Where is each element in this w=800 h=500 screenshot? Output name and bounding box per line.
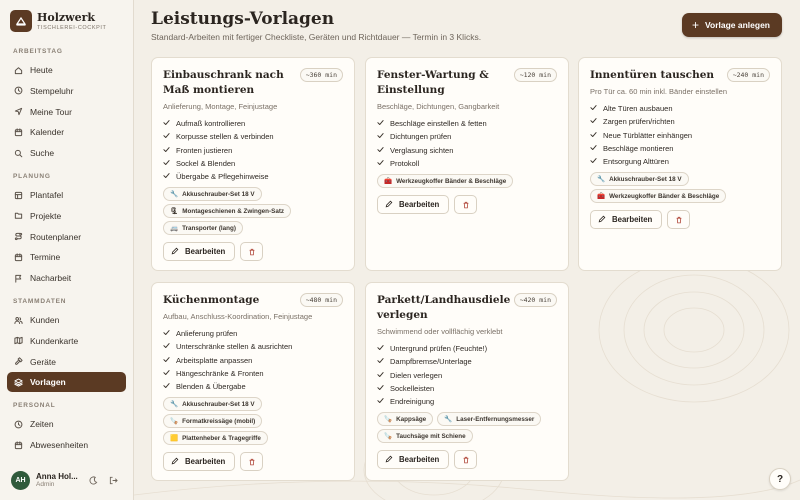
card-actions <box>590 210 770 229</box>
pencil-icon <box>385 455 393 465</box>
duration-badge: ~240 min <box>727 68 770 82</box>
checklist-item <box>377 342 557 355</box>
add-template-label: Vorlage anlegen <box>704 20 770 30</box>
sidebar-item-kalender[interactable] <box>7 122 126 142</box>
checklist-item <box>377 130 557 143</box>
sidebar-item-label: Vorlagen <box>30 377 66 388</box>
sidebar-item-label: Termine <box>30 252 61 263</box>
check-icon <box>377 130 390 143</box>
checklist <box>377 117 557 170</box>
lifter-icon: 🟨 <box>170 435 179 443</box>
check-icon <box>590 102 603 115</box>
tool-chip <box>377 429 473 443</box>
add-template-button[interactable] <box>682 13 782 37</box>
tool-list <box>590 172 770 203</box>
saw-icon: 🪚 <box>384 433 393 441</box>
check-icon <box>163 327 176 340</box>
check-icon <box>163 130 176 143</box>
edit-button[interactable] <box>163 452 235 471</box>
tool-chip <box>377 412 433 426</box>
check-icon <box>163 157 176 170</box>
edit-button-label: Bearbeiten <box>399 200 440 210</box>
tool-label: Werkzeugkoffer Bänder & Beschläge <box>396 177 507 185</box>
checklist-item-label: Fronten justieren <box>176 145 233 155</box>
search-icon <box>14 149 23 158</box>
checklist-item-label: Verglasung sichten <box>390 145 454 155</box>
plus-icon: + <box>691 18 699 32</box>
tool-label: Laser-Entfernungsmesser <box>456 415 535 423</box>
checklist <box>590 102 770 168</box>
tool-list <box>377 174 557 188</box>
sidebar-item-label: Geräte <box>30 356 56 367</box>
tool-label: Montageschienen & Zwingen-Satz <box>182 207 285 215</box>
brand-title: Holzwerk <box>37 10 96 24</box>
tool-chip <box>163 204 291 218</box>
checklist-item-label: Beschläge einstellen & fetten <box>390 119 487 128</box>
card-actions <box>163 452 343 471</box>
sidebar-item-nacharbeit[interactable] <box>7 268 126 288</box>
tool-chip <box>163 431 268 445</box>
tool-label: Akkuschrauber-Set 18 V <box>609 175 682 183</box>
duration-badge: ~360 min <box>300 68 343 82</box>
card-description: Pro Tür ca. 60 min inkl. Bänder einstellen <box>590 87 728 96</box>
delete-button[interactable] <box>240 242 263 261</box>
sidebar-item-zeiten[interactable] <box>7 414 126 434</box>
check-icon <box>163 354 176 367</box>
checklist-item-label: Untergrund prüfen (Feuchte!) <box>390 344 488 353</box>
checklist-item <box>377 395 557 408</box>
checklist-item-label: Anlieferung prüfen <box>176 329 238 338</box>
pencil-icon <box>171 457 179 467</box>
checklist-item-label: Korpusse stellen & verbinden <box>176 132 274 142</box>
checklist-item-label: Alte Türen ausbauen <box>603 104 673 113</box>
user-panel <box>11 468 127 492</box>
sidebar-item-kunden[interactable] <box>7 310 126 330</box>
pencil-icon <box>598 215 606 225</box>
check-icon <box>163 380 176 393</box>
van-icon: 🚐 <box>170 225 179 233</box>
checklist-item-label: Protokoll <box>390 158 420 168</box>
pencil-icon <box>171 247 179 257</box>
brand[interactable] <box>10 10 106 32</box>
checklist-item-label: Dichtungen prüfen <box>390 132 452 142</box>
clock-icon <box>14 420 23 429</box>
checklist-item <box>377 369 557 382</box>
drill-icon: 🔧 <box>597 176 606 184</box>
checklist-item-label: Arbeitsplatte anpassen <box>176 355 253 365</box>
tool-list <box>163 187 343 235</box>
check-icon <box>377 355 390 368</box>
sidebar-item-label: Stempeluhr <box>30 85 74 96</box>
checklist <box>163 117 343 183</box>
checklist-item <box>590 129 770 142</box>
brand-subtitle: TISCHLEREI-COCKPIT <box>37 24 107 31</box>
trash-icon <box>248 453 256 471</box>
help-button[interactable]: ? <box>769 468 791 490</box>
duration-badge: ~480 min <box>300 293 343 307</box>
template-card <box>365 282 569 481</box>
calendar-icon <box>14 128 23 137</box>
check-icon <box>163 340 176 353</box>
checklist-item <box>163 130 343 143</box>
sidebar-item-label: Kundenkarte <box>30 335 79 346</box>
edit-button-label: Bearbeiten <box>612 215 653 225</box>
tool-chip <box>163 397 262 411</box>
checklist-item <box>377 382 557 395</box>
tool-label: Plattenheber & Tragegriffe <box>182 434 261 442</box>
checklist-item-label: Unterschränke stellen & ausrichten <box>176 342 293 352</box>
checklist-item-label: Neue Türblätter einhängen <box>603 130 693 140</box>
checklist-item-label: Übergabe & Pflegehinweise <box>176 172 269 182</box>
checklist-item-label: Dampfbremse/Unterlage <box>390 357 472 367</box>
calendar-icon <box>14 441 23 450</box>
tool-label: Formatkreissäge (mobil) <box>182 417 256 425</box>
check-icon <box>590 142 603 155</box>
laser-icon: 🔧 <box>444 416 453 424</box>
sidebar-item-label: Heute <box>30 65 53 75</box>
checklist-item-label: Hängeschränke & Fronten <box>176 368 264 378</box>
checklist-item <box>377 144 557 157</box>
folder-icon <box>14 211 23 220</box>
tool-label: Akkuschrauber-Set 18 V <box>182 190 255 198</box>
card-description: Aufbau, Anschluss-Koordination, Feinjustage <box>163 312 313 321</box>
trash-icon <box>462 196 470 214</box>
navigation-icon <box>14 107 23 116</box>
section-label: PLANUNG <box>13 173 51 180</box>
checklist-item-label: Entsorgung Alttüren <box>603 157 669 167</box>
card-title: Küchenmontage <box>163 294 260 306</box>
checklist-item <box>163 340 343 353</box>
sidebar-item-label: Zeiten <box>30 419 54 430</box>
sidebar-item-vorlagen[interactable] <box>7 372 126 392</box>
delete-button[interactable] <box>454 450 477 469</box>
check-icon <box>163 170 176 183</box>
tool-label: Kappsäge <box>396 415 427 423</box>
tool-label: Akkuschrauber-Set 18 V <box>182 400 255 408</box>
tool-chip <box>163 221 243 235</box>
edit-button[interactable] <box>163 242 235 261</box>
tool-chip <box>437 412 541 426</box>
saw-icon: 🪚 <box>384 416 393 424</box>
drill-icon: 🔧 <box>170 191 179 199</box>
checklist-item <box>163 144 343 157</box>
layers-icon <box>14 378 23 387</box>
template-card <box>578 57 782 271</box>
checklist-item <box>377 355 557 368</box>
check-icon <box>377 342 390 355</box>
sidebar-item-label: Kalender <box>30 127 65 138</box>
sidebar-item-label: Routenplaner <box>30 231 82 242</box>
checklist-item <box>163 157 343 170</box>
sidebar-item-kundenkarte[interactable] <box>7 331 126 351</box>
tool-list <box>377 412 557 443</box>
tool-chip <box>590 172 689 186</box>
toolbox-icon: 🧰 <box>384 178 393 186</box>
sidebar-item-routenplaner[interactable] <box>7 227 126 247</box>
checklist-item <box>590 102 770 115</box>
checklist-item-label: Dielen verlegen <box>390 370 443 380</box>
pencil-icon <box>385 200 393 210</box>
saw-icon: 🪚 <box>170 418 179 426</box>
page-title: Leistungs-Vorlagen <box>151 9 335 29</box>
check-icon <box>590 129 603 142</box>
delete-button[interactable] <box>240 452 263 471</box>
users-icon <box>14 316 23 325</box>
sidebar-item-label: Kunden <box>30 315 60 325</box>
tool-label: Tauchsäge mit Schiene <box>396 432 466 440</box>
sidebar-item-projekte[interactable] <box>7 206 126 226</box>
sidebar-item-label: Suche <box>30 148 55 159</box>
sidebar-item-plantafel[interactable] <box>7 185 126 205</box>
sidebar-item-termine[interactable] <box>7 247 126 267</box>
check-icon <box>163 117 176 130</box>
tool-chip <box>163 187 262 201</box>
checklist-item <box>590 115 770 128</box>
checklist-item-label: Endreinigung <box>390 397 435 407</box>
sidebar-item-stempeluhr[interactable] <box>7 81 126 101</box>
checklist-item <box>590 142 770 155</box>
sidebar-item-ger-te[interactable] <box>7 352 126 372</box>
delete-button[interactable] <box>454 195 477 214</box>
sidebar-item-heute[interactable] <box>7 60 126 80</box>
card-title: Fenster-Wartung & Einstellung <box>377 69 489 96</box>
card-actions <box>377 195 557 214</box>
checklist-item-label: Beschläge montieren <box>603 143 674 153</box>
tool-list <box>163 397 343 445</box>
delete-button[interactable] <box>667 210 690 229</box>
drill-icon: 🔧 <box>170 401 179 409</box>
card-description: Anlieferung, Montage, Feinjustage <box>163 102 278 111</box>
calendar-icon <box>14 253 23 262</box>
hammer-icon <box>14 357 23 366</box>
route-icon <box>14 232 23 241</box>
toolbox-icon: 🧰 <box>597 193 606 201</box>
edit-button[interactable] <box>590 210 662 229</box>
checklist-item-label: Zargen prüfen/richten <box>603 117 675 127</box>
edit-button-label: Bearbeiten <box>185 457 226 467</box>
checklist-item <box>163 170 343 183</box>
check-icon <box>377 157 390 170</box>
tool-chip <box>377 174 513 188</box>
card-title: Einbauschrank nach Maß montieren <box>163 69 284 96</box>
sidebar-item-meine-tour[interactable] <box>7 102 126 122</box>
checklist-item-label: Sockel & Blenden <box>176 158 236 168</box>
edit-button-label: Bearbeiten <box>399 455 440 465</box>
user-role: Admin <box>36 481 55 488</box>
flag-icon <box>14 274 23 283</box>
check-icon <box>377 144 390 157</box>
sidebar-item-label: Nacharbeit <box>30 273 72 284</box>
check-icon <box>163 367 176 380</box>
section-label: PERSONAL <box>13 402 56 410</box>
sidebar-item-label: Projekte <box>30 210 62 221</box>
trash-icon <box>462 451 470 469</box>
trash-icon <box>248 243 256 261</box>
section-label: ARBEITSTAG <box>13 48 63 55</box>
clock-icon <box>14 86 23 95</box>
check-icon <box>590 115 603 128</box>
clamp-icon: 🗜 <box>170 208 179 216</box>
logout-icon[interactable] <box>106 473 120 487</box>
check-icon <box>377 382 390 395</box>
checklist-item <box>377 157 557 170</box>
card-actions <box>377 450 557 469</box>
checklist-item <box>163 117 343 130</box>
edit-button-label: Bearbeiten <box>185 247 226 257</box>
checklist-item <box>590 155 770 168</box>
edit-button[interactable] <box>377 195 449 214</box>
check-icon <box>377 117 390 130</box>
tool-label: Transporter (lang) <box>182 224 236 232</box>
duration-badge: ~420 min <box>514 293 557 307</box>
theme-toggle-moon-icon[interactable] <box>86 473 100 487</box>
duration-badge: ~120 min <box>514 68 557 82</box>
checklist-item-label: Blenden & Übergabe <box>176 382 246 392</box>
checklist-item <box>377 117 557 130</box>
check-icon <box>163 144 176 157</box>
sidebar-item-label: Plantafel <box>30 190 64 200</box>
template-card <box>151 57 355 271</box>
check-icon <box>590 155 603 168</box>
checklist-item <box>163 354 343 367</box>
sidebar-item-abwesenheiten[interactable] <box>7 435 126 455</box>
sidebar-item-label: Meine Tour <box>30 106 72 117</box>
check-icon <box>377 369 390 382</box>
home-icon <box>14 66 23 75</box>
trash-icon <box>675 211 683 229</box>
card-actions <box>163 242 343 261</box>
edit-button[interactable] <box>377 450 449 469</box>
tool-chip <box>163 414 262 428</box>
template-card <box>151 282 355 481</box>
board-icon <box>14 191 23 200</box>
card-description: Schwimmend oder vollflächig verklebt <box>377 327 503 336</box>
sidebar-item-label: Abwesenheiten <box>30 440 89 450</box>
main-content <box>134 0 800 500</box>
map-icon <box>14 336 23 345</box>
checklist-item-label: Sockelleisten <box>390 383 435 393</box>
card-description: Beschläge, Dichtungen, Gangbarkeit <box>377 102 500 111</box>
brand-logo-icon <box>10 10 32 32</box>
avatar[interactable]: AH <box>11 471 30 490</box>
checklist-item <box>163 367 343 380</box>
card-title: Innentüren tauschen <box>590 69 715 81</box>
sidebar <box>0 0 134 500</box>
check-icon <box>377 395 390 408</box>
card-title: Parkett/Landhausdiele verlegen <box>377 294 511 321</box>
checklist <box>163 327 343 393</box>
page-subtitle: Standard-Arbeiten mit fertiger Checkliste, Geräten und Richtdauer — Termin in 3 Klicks. <box>151 32 482 42</box>
sidebar-item-suche[interactable] <box>7 143 126 163</box>
checklist-item-label: Aufmaß kontrollieren <box>176 119 246 128</box>
checklist <box>377 342 557 408</box>
tool-chip <box>590 189 726 203</box>
tool-label: Werkzeugkoffer Bänder & Beschläge <box>609 192 720 200</box>
template-card <box>365 57 569 271</box>
checklist-item <box>163 327 343 340</box>
user-name: Anna Hol... <box>36 472 78 481</box>
section-label: STAMMDATEN <box>13 298 67 305</box>
checklist-item <box>163 380 343 393</box>
